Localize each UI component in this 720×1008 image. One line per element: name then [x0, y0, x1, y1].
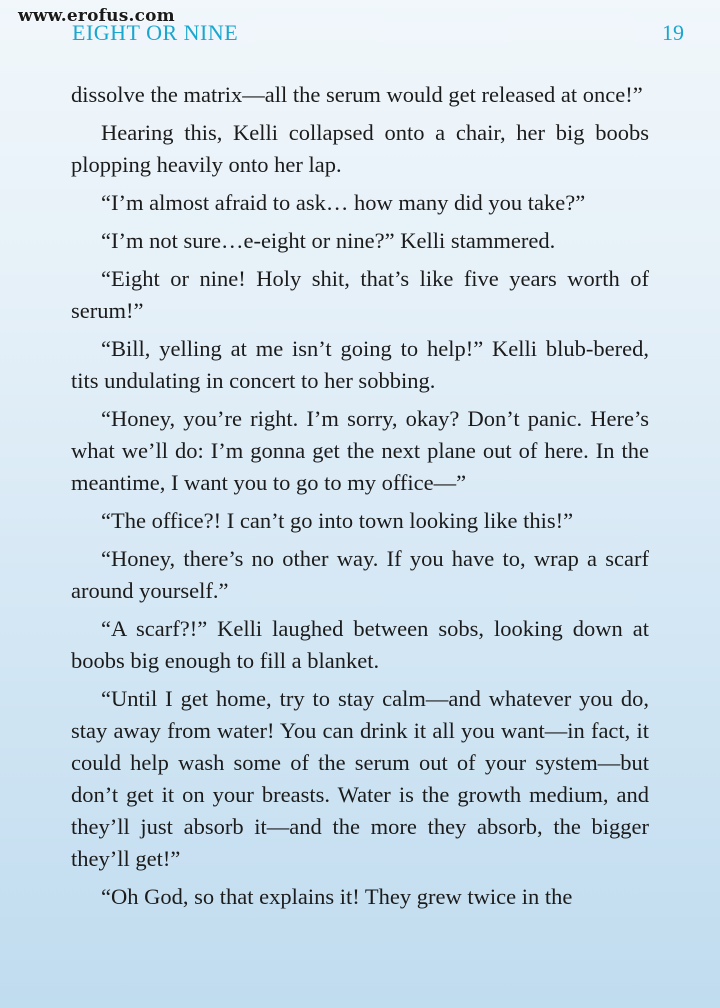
running-head-title: EIGHT OR NINE	[72, 20, 239, 45]
paragraph: “I’m almost afraid to ask… how many did you take?”	[101, 190, 586, 215]
paragraph: “The office?! I can’t go into town looking like this!”	[101, 508, 574, 533]
watermark-text: www.erofus.com	[18, 6, 175, 26]
paragraph: dissolve the matrix—all the serum would get released at once!”	[71, 82, 643, 107]
paragraph: “A scarf?!” Kelli laughed between sobs, looking down at boobs big enough to fill a blanket.	[71, 616, 649, 673]
paragraph: “Eight or nine! Holy shit, that’s like five years worth of serum!”	[71, 266, 649, 323]
paragraph: “Until I get home, try to stay calm—and whatever you do, stay away from water! You can drink it all you want—in fact, it could help wash some of the serum out of your system—but don’t get it on your breasts. Water is the growth medium, and they’ll just absorb it—and the more they absorb, the bigger they’ll get!”	[71, 686, 649, 871]
paragraph: Hearing this, Kelli collapsed onto a chair, her big boobs plopping heavily onto her lap.	[71, 120, 649, 177]
paragraph: “Honey, you’re right. I’m sorry, okay? Don’t panic. Here’s what we’ll do: I’m gonna get the next plane out of here. In the meantime, I want you to go to my office—”	[71, 406, 649, 495]
paragraph: “Honey, there’s no other way. If you have to, wrap a scarf around yourself.”	[71, 546, 649, 603]
paragraph: “I’m not sure…e-eight or nine?” Kelli stammered.	[101, 228, 556, 253]
paragraph: “Oh God, so that explains it! They grew twice in the	[101, 884, 573, 909]
page-number: 19	[662, 20, 684, 45]
paragraph: “Bill, yelling at me isn’t going to help!” Kelli blub-bered, tits undulating in concert to her sobbing.	[71, 336, 649, 393]
body-text	[71, 79, 649, 919]
